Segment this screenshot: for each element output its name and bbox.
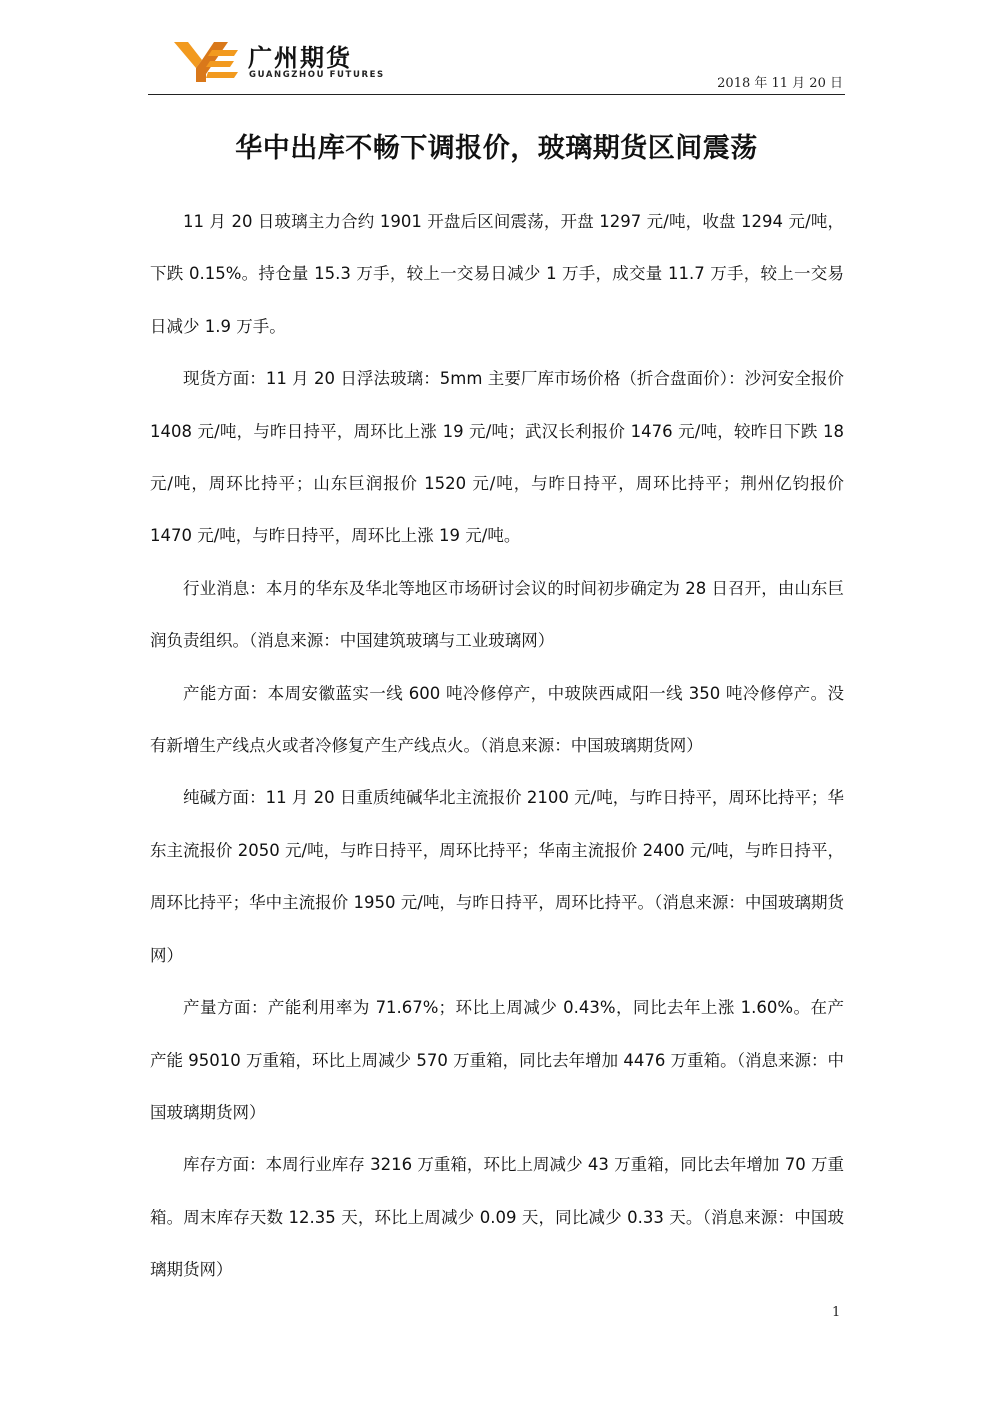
- page-number: 1: [832, 1305, 841, 1320]
- paragraph-soda-ash: 纯碱方面：11 月 20 日重质纯碱华北主流报价 2100 元/吨，与昨日持平，周环比持平；华东主流报价 2050 元/吨，与昨日持平，周环比持平；华南主流报价 2400 元/吨，与昨日持平，周环比持平；华中主流报价 1950 元/吨，与昨日持平，周环比持平。（消息来源：中国玻璃期货网）: [150, 788, 844, 965]
- paragraph-futures-summary: 11 月 20 日玻璃主力合约 1901 开盘后区间震荡，开盘 1297 元/吨，收盘 1294 元/吨，下跌 0.15%。持仓量 15.3 万手，较上一交易日减少 1 万手，成交量 11.7 万手，较上一交易日减少 1.9 万手。: [150, 212, 844, 336]
- company-logo: [172, 38, 392, 86]
- paragraph-industry-news: 行业消息：本月的华东及华北等地区市场研讨会议的时间初步确定为 28 日召开，由山东巨润负责组织。（消息来源：中国建筑玻璃与工业玻璃网）: [150, 578, 844, 651]
- paragraph-inventory: 库存方面：本周行业库存 3216 万重箱，环比上周减少 43 万重箱，同比去年增加 70 万重箱。周末库存天数 12.35 天，环比上周减少 0.09 天，同比减少 0.33 天。（消息来源：中国玻璃期货网）: [150, 1155, 844, 1280]
- page-header: [148, 36, 845, 95]
- paragraph-capacity: 产能方面：本周安徽蓝实一线 600 吨冷修停产，中玻陕西咸阳一线 350 吨冷修停产。没有新增生产线点火或者冷修复产生产线点火。（消息来源：中国玻璃期货网）: [150, 683, 844, 756]
- logo-mark-icon: [172, 40, 240, 84]
- page-title: 华中出库不畅下调报价，玻璃期货区间震荡: [235, 133, 758, 164]
- paragraph-output: 产量方面：产能利用率为 71.67%；环比上周减少 0.43%，同比去年上涨 1.60%。在产产能 95010 万重箱，环比上周减少 570 万重箱，同比去年增加 4476 万重箱。（消息来源：中国玻璃期货网）: [150, 998, 844, 1122]
- report-date: 2018 年 11 月 20 日: [717, 76, 843, 91]
- logo-chinese-name: 广州期货: [248, 44, 352, 72]
- report-body: [150, 196, 844, 1297]
- paragraph-spot-prices: 现货方面：11 月 20 日浮法玻璃：5mm 主要厂库市场价格（折合盘面价）：沙河安全报价 1408 元/吨，与昨日持平，周环比上涨 19 元/吨；武汉长利报价 1476 元/吨，较昨日下跌 18 元/吨，周环比持平；山东巨润报价 1520 元/吨，与昨日持平，周环比持平；荆州亿钧报价 1470 元/吨，与昨日持平，周环比上涨 19 元/吨。: [150, 369, 844, 546]
- logo-english-name: GUANGZHOU FUTURES: [249, 70, 385, 80]
